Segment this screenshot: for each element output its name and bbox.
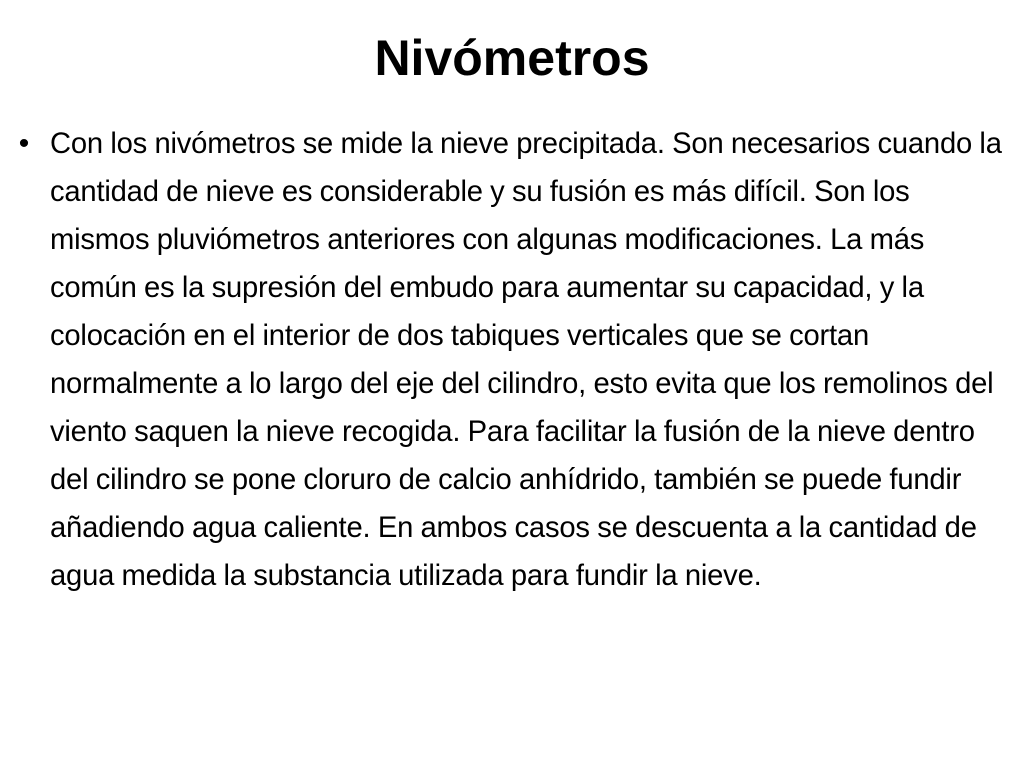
bullet-icon: • <box>18 127 30 160</box>
slide-body <box>12 120 1014 600</box>
bullet-text: Con los nivómetros se mide la nieve precipitada. Son necesarios cuando la cantidad de nieve es considerable y su fusión es más difícil. Son los mismos pluviómetros anteriores con algunas modificaciones. La más común es la supresión del embudo para aumentar su capacidad, y la colocación en el interior de dos tabiques verticales que se cortan normalmente a lo largo del eje del cilindro, esto evita que los remolinos del viento saquen la nieve recogida. Para facilitar la fusión de la nieve dentro del cilindro se pone cloruro de calcio anhídrido, también se puede fundir añadiendo agua caliente. En ambos casos se descuenta a la cantidad de agua medida la substancia utilizada para fundir la nieve. <box>50 128 1002 592</box>
bullet-item <box>12 120 1014 600</box>
slide-title: Nivómetros <box>374 30 650 86</box>
